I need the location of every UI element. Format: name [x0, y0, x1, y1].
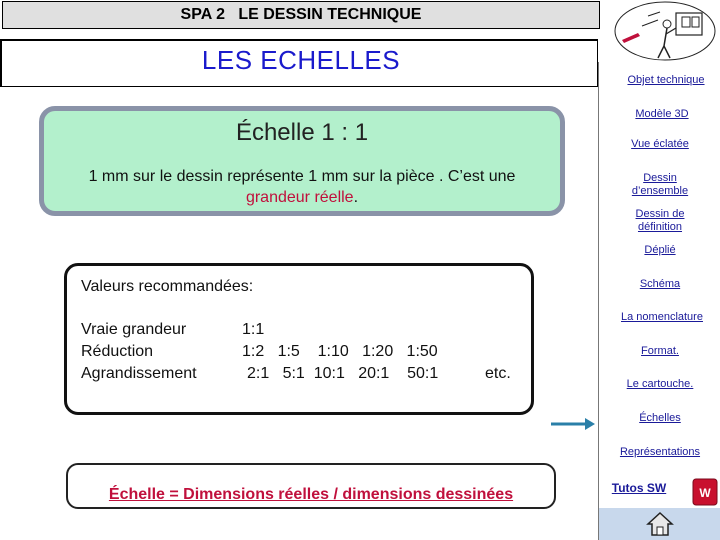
- formula-box: [66, 463, 556, 509]
- scale-formula: Échelle = Dimensions réelles / dimensions dessinées: [108, 486, 514, 503]
- row-values-reduction: 1:2 1:5 1:10 1:20 1:50: [242, 343, 438, 360]
- drafting-logo-icon: [612, 0, 718, 62]
- row-values-true-size: 1:1: [242, 321, 265, 338]
- current-item-arrow-icon: [549, 416, 597, 432]
- row-suffix-etc: etc.: [485, 365, 511, 382]
- page-title: LES ECHELLES: [201, 45, 401, 75]
- row-label-enlargement: Agrandissement: [81, 365, 197, 382]
- nav-format[interactable]: Format.: [641, 345, 679, 357]
- row-label-true-size: Vraie grandeur: [81, 321, 187, 338]
- scale-description: [56, 166, 548, 208]
- banner-text: SPA 2 LE DESSIN TECHNIQUE: [180, 6, 422, 23]
- nav-cartouche[interactable]: Le cartouche.: [626, 378, 694, 390]
- sidebar: [598, 0, 720, 540]
- nav-schema[interactable]: Schéma: [639, 278, 681, 290]
- scale-definition-box: [39, 106, 565, 216]
- nav-modele-3d[interactable]: Modèle 3D: [635, 108, 689, 120]
- scale-highlight: grandeur réelle: [245, 189, 354, 206]
- page-header: [0, 39, 598, 87]
- nav-deplie[interactable]: Déplié: [644, 244, 676, 256]
- nav-objet-technique[interactable]: Objet technique: [627, 74, 705, 86]
- solidworks-icon[interactable]: [692, 478, 718, 506]
- recommended-values-box: [64, 263, 534, 415]
- svg-text:W: W: [699, 486, 711, 500]
- nav-echelles[interactable]: Échelles: [639, 412, 681, 424]
- nav-vue-eclatee[interactable]: Vue éclatée: [631, 138, 689, 150]
- row-label-reduction: Réduction: [81, 343, 154, 360]
- values-heading: Valeurs recommandées:: [81, 278, 254, 295]
- nav-tutos-sw[interactable]: Tutos SW: [611, 481, 667, 495]
- scale-text-end: .: [353, 189, 359, 206]
- scale-text: 1 mm sur le dessin représente 1 mm sur la pièce . C’est une: [88, 168, 516, 185]
- nav-dessin-definition[interactable]: Dessin de définition: [635, 208, 685, 233]
- nav-dessin-ensemble[interactable]: Dessin d’ensemble: [631, 172, 689, 197]
- nav-nomenclature[interactable]: La nomenclature: [621, 311, 703, 323]
- banner: [2, 1, 600, 29]
- home-icon[interactable]: [646, 510, 674, 538]
- scale-heading: Échelle 1 : 1: [235, 119, 369, 146]
- row-values-enlargement: 2:1 5:1 10:1 20:1 50:1: [247, 365, 439, 382]
- nav-representations[interactable]: Représentations: [619, 446, 701, 458]
